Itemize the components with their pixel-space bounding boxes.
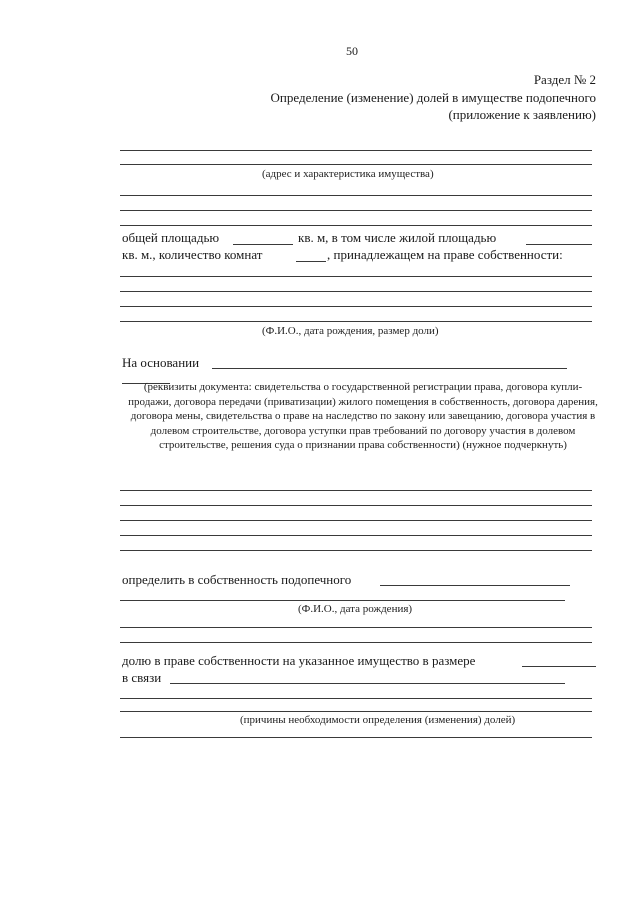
document-subtitle: (приложение к заявлению) — [448, 107, 596, 122]
due-field[interactable] — [170, 683, 565, 684]
section-label: Раздел № 2 — [533, 72, 596, 87]
assign-field[interactable] — [380, 585, 570, 586]
address-line-5[interactable] — [120, 225, 592, 226]
reasons-line-3[interactable] — [120, 737, 592, 738]
owners-line-1[interactable] — [120, 276, 592, 277]
documents-line-4[interactable] — [120, 535, 592, 536]
page-number: 50 — [346, 44, 358, 58]
assign-line-3[interactable] — [120, 627, 592, 628]
documents-hint: (реквизиты документа: свидетельства о государственной регистрации права, договора купли-продажи, договора передачи (приватизации) жилого помещения в собственность, договора дарения, договора мены, свидетельства о праве на наследство по закону или завещанию, договора участия в долевом строительстве, договора уступки прав требований по договору участия в долевом строительстве, решения суда о признании права собственности) (нужное подчеркнуть) — [128, 381, 598, 451]
living-area-field[interactable] — [526, 244, 592, 245]
due-label: в связи — [122, 670, 162, 685]
assign-line-2[interactable] — [120, 600, 565, 601]
share-label: долю в праве собственности на указанное имущество в размере — [122, 653, 476, 668]
owners-hint: (Ф.И.О., дата рождения, размер доли) — [262, 325, 439, 337]
documents-line-3[interactable] — [120, 520, 592, 521]
basis-field[interactable] — [212, 368, 567, 369]
assign-line-4[interactable] — [120, 642, 592, 643]
rooms-label: кв. м., количество комнат — [122, 247, 263, 262]
assign-label: определить в собственность подопечного — [122, 572, 352, 587]
reasons-hint: (причины необходимости определения (изменения) долей) — [240, 714, 516, 726]
address-line-2[interactable] — [120, 164, 592, 165]
documents-line-2[interactable] — [120, 505, 592, 506]
basis-label: На основании — [122, 355, 200, 370]
total-area-field[interactable] — [233, 244, 293, 245]
document-title: Определение (изменение) долей в имуществе подопечного — [270, 90, 596, 105]
reasons-line-2[interactable] — [120, 711, 592, 712]
total-area-label: общей площадью — [122, 230, 220, 245]
address-line-4[interactable] — [120, 210, 592, 211]
address-line-3[interactable] — [120, 195, 592, 196]
reasons-line-1[interactable] — [120, 698, 592, 699]
address-hint: (адрес и характеристика имущества) — [262, 168, 434, 180]
documents-line-1[interactable] — [120, 490, 592, 491]
ownership-label: , принадлежащем на праве собственности: — [327, 247, 563, 262]
documents-line-5[interactable] — [120, 550, 592, 551]
share-field[interactable] — [522, 666, 596, 667]
owners-line-4[interactable] — [120, 321, 592, 322]
person-hint: (Ф.И.О., дата рождения) — [298, 603, 413, 615]
owners-line-3[interactable] — [120, 306, 592, 307]
owners-line-2[interactable] — [120, 291, 592, 292]
living-area-label: кв. м, в том числе жилой площадью — [298, 230, 497, 245]
rooms-field[interactable] — [296, 261, 326, 262]
address-line-1[interactable] — [120, 150, 592, 151]
